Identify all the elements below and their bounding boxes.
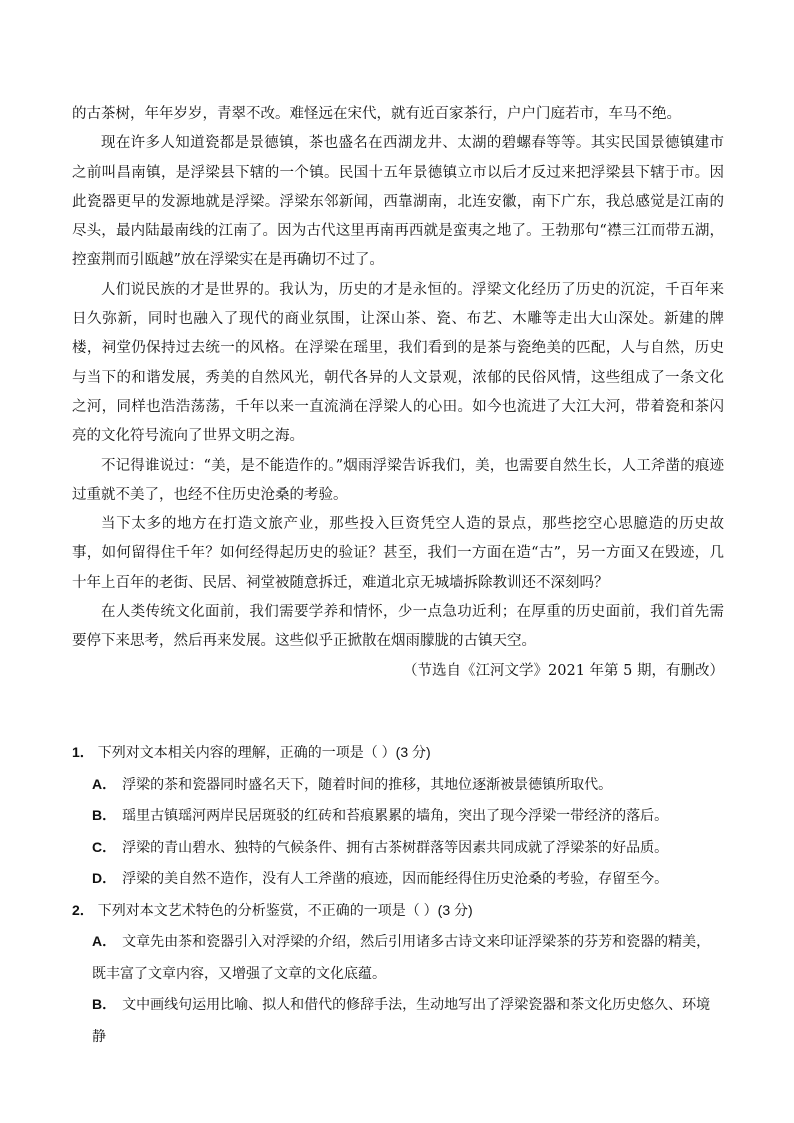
question-1-option-c xyxy=(72,832,724,864)
passage-paragraph-3: 人们说民族的才是世界的。我认为，历史的才是永恒的。浮梁文化经历了历史的沉淀，千百年来日久弥新，同时也融入了现代的商业氛围，让深山茶、瓷、布艺、木雕等走出大山深处。新建的牌楼，祠堂仍保持过去统一的风格。在浮梁在瑶里，我们看到的是茶与瓷绝美的匹配，人与自然，历史与当下的和谐发展，秀美的自然风光，朝代各异的人文景观，浓郁的民俗风情，这些组成了一条文化之河，同样也浩浩荡荡，千年以来一直流淌在浮梁人的心田。如今也流进了大江大河，带着瓷和茶闪亮的文化符号流向了世界文明之海。 xyxy=(72,281,724,445)
question-1-option-b xyxy=(72,800,724,832)
option-letter: D． xyxy=(92,870,117,886)
question-1-stem xyxy=(72,737,724,769)
passage-paragraph-5: 当下太多的地方在打造文旅产业，那些投入巨资凭空人造的景点，那些挖空心思臆造的历史故事，如何留得住千年？如何经得起历史的验证？甚至，我们一方面在造“古”，另一方面又在毁迹，几十年上百年的老街、民居、祠堂被随意拆迁，难道北京无城墙拆除教训还不深刻吗？ xyxy=(72,516,724,591)
option-text: 浮梁的茶和瓷器同时盛名天下，随着时间的推移，其地位逐渐被景德镇所取代。 xyxy=(122,775,613,792)
option-text: 文中画线句运用比喻、拟人和借代的修辞手法，生动地写出了浮梁瓷器和茶文化历史悠久、环境静 xyxy=(92,996,711,1044)
option-text: 浮梁的美自然不造作，没有人工斧凿的痕迹，因而能经得住历史沧桑的考验，存留至今。 xyxy=(122,870,669,886)
option-letter: B． xyxy=(92,996,117,1012)
option-text: 瑶里古镇瑶河两岸民居斑驳的红砖和苔痕累累的墙角，突出了现今浮梁一带经济的落后。 xyxy=(122,807,669,823)
passage-paragraph-6: 在人类传统文化面前，我们需要学养和情怀，少一点急功近利；在厚重的历史面前，我们首先需要停下来思考，然后再来发展。这些似乎正掀散在烟雨朦胧的古镇天空。 xyxy=(72,604,724,650)
question-2-number: 2． xyxy=(72,901,94,918)
question-1-text: 下列对文本相关内容的理解，正确的一项是（ ）(3 分) xyxy=(97,744,431,760)
question-2-option-b xyxy=(72,989,724,1052)
passage-paragraph-4: 不记得谁说过：“美，是不能造作的。”烟雨浮梁告诉我们，美，也需要自然生长，人工斧凿的痕迹过重就不美了，也经不住历史沧桑的考验。 xyxy=(72,457,724,503)
question-2-option-a xyxy=(72,926,724,989)
question-2 xyxy=(72,895,724,1053)
question-1-option-d xyxy=(72,863,724,895)
option-letter: A． xyxy=(92,775,117,792)
option-text: 文章先由茶和瓷器引入对浮梁的介绍，然后引用诸多古诗文来印证浮梁茶的芬芳和瓷器的精美，既丰富了文章内容，又增强了文章的文化底蕴。 xyxy=(92,933,711,981)
passage-source-citation: （节选自《江河文学》2021 年第 5 期，有删改） xyxy=(403,662,724,679)
option-letter: A． xyxy=(92,933,117,949)
question-2-stem xyxy=(72,895,724,927)
question-2-text: 下列对本文艺术特色的分析鉴赏，不正确的一项是（ ）(3 分) xyxy=(97,901,473,918)
option-text: 浮梁的青山碧水、独特的气候条件、拥有古茶树群落等因素共同成就了浮梁茶的好品质。 xyxy=(122,838,669,855)
option-letter: C． xyxy=(92,838,117,855)
passage-paragraph-2: 现在许多人知道瓷都是景德镇，茶也盛名在西湖龙井、太湖的碧螺春等等。其实民国景德镇建市之前叫昌南镇，是浮梁县下辖的一个镇。民国十五年景德镇立市以后才反过来把浮梁县下辖于市。因此瓷器更早的发源地就是浮梁。浮梁东邻新闻，西靠湖南，北连安徽，南下广东，我总感觉是江南的尽头，最内陆最南线的江南了。因为古代这里再南再西就是蛮夷之地了。王勃那句“襟三江而带五湖，控蛮荆而引瓯越”放在浮梁实在是再确切不过了。 xyxy=(72,135,724,269)
question-1-option-a xyxy=(72,769,724,801)
questions-section xyxy=(72,737,724,1052)
question-1-number: 1． xyxy=(72,744,94,760)
reading-passage xyxy=(72,100,724,686)
passage-paragraph-1: 的古茶树，年年岁岁，青翠不改。难怪远在宋代，就有近百家茶行，户户门庭若市，车马不绝。 xyxy=(72,106,681,122)
question-1 xyxy=(72,737,724,895)
option-letter: B． xyxy=(92,807,117,823)
